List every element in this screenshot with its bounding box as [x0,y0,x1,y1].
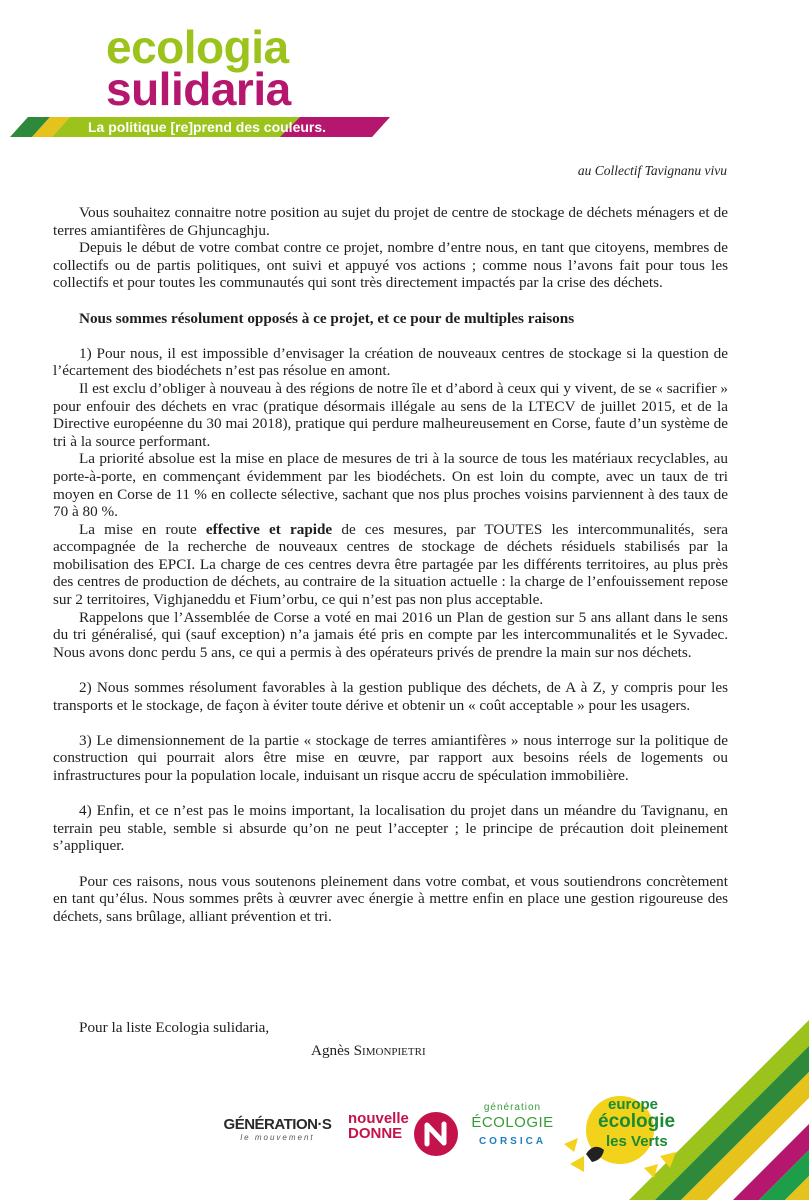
eelv-line-2: écologie [598,1111,676,1132]
addressee: au Collectif Tavignanu vivu [577,163,727,178]
nouvelle-donne-logo [348,1110,463,1170]
paragraph-point-2: 2) Nous sommes résolument favorables à la gestion publique des déchets, de A à Z, y compris pour les transports et le stockage, de façon à éviter toute dérive et obtenir un « coût acceptable » pour les usagers. [53,679,728,714]
generations-title: GÉNÉRATION·S [223,1116,332,1133]
nouvelle-donne-line-1: nouvelle [348,1110,409,1127]
signoff [53,1019,728,1059]
generation-ecologie-logo [470,1102,555,1149]
nouvelle-donne-n-icon [414,1112,458,1156]
paragraph-intro-2: Depuis le début de votre combat contre ce projet, nombre d’entre nous, en tant que citoyens, membres de collectifs ou de partis politiques, ont suivi et appuyé vos actions ; comme nous l’avons fait pour tous les collectifs et pour toutes les communautés qui sont très directement impactés par la crise des déchets. [53,239,728,292]
signoff-line: Pour la liste Ecologia sulidaria, [79,1019,270,1036]
paragraph-point-1b: Il est exclu d’obliger à nouveau à des régions de notre île et d’abord à ceux qui y vivent, de se « sacrifier » pour enfouir des déchets en vrac (pratique désormais illégale au sens de la LTECV de juillet 2015, et de la Directive européenne du 30 mai 2018), pratique qui perdure malheureusement en Corse, faute d’un système de tri à la source performant. [53,379,728,450]
letter-body [53,204,728,925]
paragraph-conclusion: Pour ces raisons, nous vous soutenons pleinement dans votre combat, et vous soutiendrons concrètement en tant qu’élus. Nous sommes prêts à œuvrer avec énergie à mettre enfin en place une gestion rigoureuse des déchets, sans brûlage, alliant prévention et tri. [53,872,728,925]
generations-subtitle: le mouvement [240,1133,315,1142]
ge-line-1: génération [483,1102,542,1113]
nouvelle-donne-line-2: DONNE [348,1125,403,1142]
generations-logo [215,1116,340,1142]
signature-first-name: Agnès [311,1041,350,1059]
ecologia-sulidaria-logo [10,21,390,139]
eelv-line-1: europe [608,1096,659,1113]
point-1d-pre: La mise en route [79,520,206,538]
letter-heading: Nous sommes résolument opposés à ce projet, et ce pour de multiples raisons [79,309,575,327]
point-1d-post: de ces mesures, par TOUTES les intercommunalités, sera accompagnée de la recherche de nouveaux centres de stockage de déchets résiduels stabilisés par la mobilisation des EPCI. La charge de ces centres devra être partagée par les différents territoires, au plus près des centres de production de déchets, au contraire de la situation actuelle : la charge de l’enfouissement repose sur 2 territoires, Vighjaneddu et Fium’orbu, ce qui n’est pas non plus acceptable. [53,520,729,609]
tagline: La politique [re]prend des couleurs. [88,119,327,135]
ge-line-3: CORSICA [478,1136,547,1147]
ge-line-2: ÉCOLOGIE [471,1114,554,1131]
paragraph-point-1c: La priorité absolue est la mise en place de mesures de tri à la source de tous les matériaux recyclables, au porte-à-porte, en commençant évidemment par les biodéchets. On est loin du compte, avec un taux de tri moyen en Corse de 11 % en collecte sélective, sachant que nos plus proches voisins parviennent à des taux de 70 à 80 %. [53,450,728,521]
paragraph-point-1d [53,521,728,609]
eelv-logo [560,1094,680,1180]
point-1d-bold: effective et rapide [205,520,333,538]
paragraph-point-4: 4) Enfin, et ce n’est pas le moins important, la localisation du projet dans un méandre du Tavignanu, en terrain peu stable, semble si absurde qu’on ne peut l’accepter ; le principe de précaution doit pleinement s’appliquer. [53,802,728,855]
paragraph-point-1e: Rappelons que l’Assemblée de Corse a voté en mai 2016 un Plan de gestion sur 5 ans allant dans le sens du tri généralisé, qui (sauf exception) n’a jamais été pris en compte par les intercommunalités et le Syvadec. Nous avons donc perdu 5 ans, ce qui a permis à des opérateurs privés de prendre la main sur nos déchets. [53,608,728,661]
paragraph-point-3: 3) Le dimensionnement de la partie « stockage de terres amiantifères » nous interroge sur la politique de construction qui pourrait alors être mise en œuvre, par rapport aux besoins réels de logements ou infrastructures pour la population locale, induisant un risque accru de spéculation immobilière. [53,731,728,784]
signature-name [53,1042,728,1060]
eelv-line-3: les Verts [606,1133,668,1150]
paragraph-intro-1: Vous souhaitez connaitre notre position au sujet du projet de centre de stockage de déchets ménagers et de terres amiantifères de Ghjuncaghju. [53,204,728,239]
paragraph-point-1a: 1) Pour nous, il est impossible d’envisager la création de nouveaux centres de stockage si la question de l’écartement des biodéchets n’est pas résolue en amont. [53,344,728,380]
partner-logos [215,1090,675,1180]
brand-line-1: ecologia [106,21,289,73]
brand-line-2: sulidaria [106,63,291,115]
signature-last-name: Simonpietri [353,1041,426,1059]
